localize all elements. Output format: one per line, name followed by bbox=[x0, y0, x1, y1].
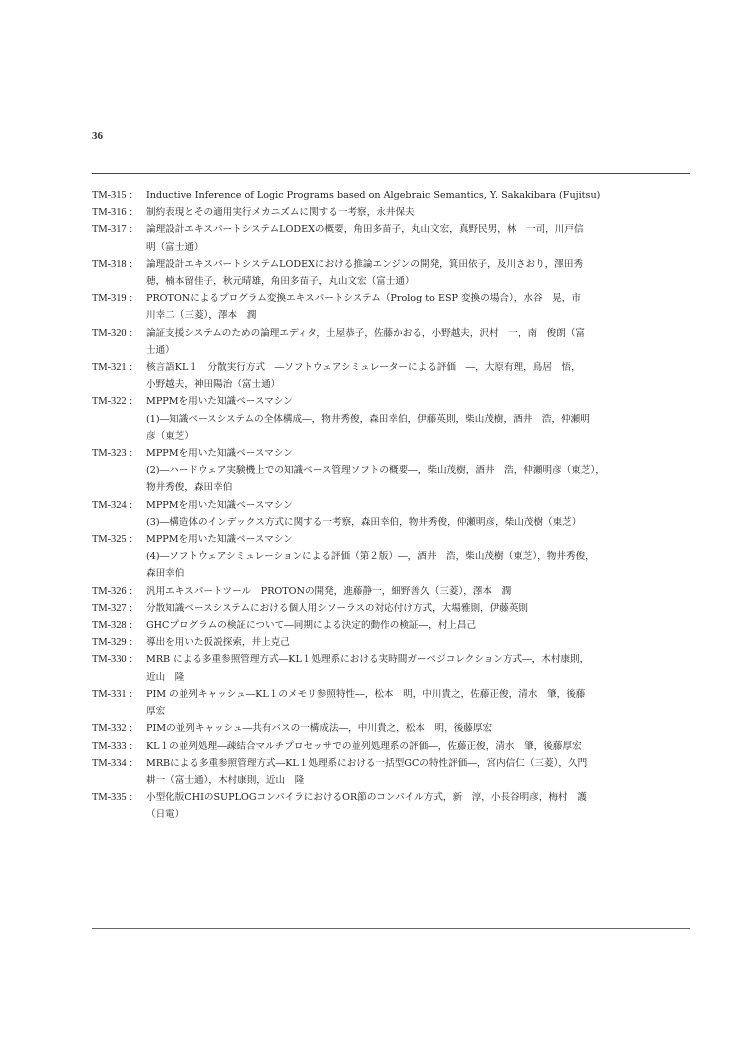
report-title-line: 分散知識ベースシステムにおける個人用シソーラスの対応付け方式，大場雅則，伊藤英則 bbox=[146, 602, 529, 614]
report-body bbox=[146, 393, 692, 445]
report-body bbox=[146, 359, 692, 393]
report-entry bbox=[92, 445, 692, 497]
report-title-line: MRBによる多重参照管理方式―KL１処理系における一括型GCの特性評価―，宮内信仁（三菱），久門 bbox=[146, 757, 588, 769]
report-body bbox=[146, 325, 692, 359]
report-entry bbox=[92, 634, 692, 651]
report-id: TM-331 : bbox=[92, 688, 133, 700]
report-continuation-line: （日電） bbox=[146, 809, 185, 821]
report-entry bbox=[92, 789, 692, 823]
report-entry bbox=[92, 187, 692, 204]
report-title-line: PIM の並列キャッシュ―KL１のメモリ参照特性―，松本 明，中川貴之，佐藤正俊，清水 肇，後藤 bbox=[146, 688, 586, 700]
report-id: TM-335 : bbox=[92, 792, 133, 804]
report-continuation-line: (2)―ハードウェア実験機上での知識ベース管理ソフトの概要―，柴山茂樹，酒井 浩，仲瀬明彦（東芝）， bbox=[146, 465, 605, 477]
report-id: TM-315 : bbox=[92, 190, 133, 201]
report-id: TM-318 : bbox=[92, 258, 133, 270]
report-entry bbox=[92, 325, 692, 359]
report-entry bbox=[92, 755, 692, 789]
report-title-line: 汎用エキスパートツール PROTONの開発，進藤静一，細野善久（三菱），澤本 潤 bbox=[146, 585, 512, 597]
report-title-line: MPPMを用いた知識ベースマシン bbox=[146, 499, 293, 511]
report-title-line: 小型化版CHIのSUPLOGコンパイラにおけるOR節のコンパイル方式，新 淳，小長谷明彦，梅村 護 bbox=[146, 792, 587, 804]
report-body bbox=[146, 617, 692, 634]
report-title-line: Inductive Inference of Logic Programs based on Algebraic Semantics, Y. Sakakibara (Fujitsu) bbox=[146, 190, 601, 201]
report-title-line: KL１の並列処理―疎結合マルチプロセッサでの並列処理系の評価―，佐藤正俊，清水 肇，後藤厚宏 bbox=[146, 740, 582, 752]
report-title-line: MPPMを用いた知識ベースマシン bbox=[146, 448, 293, 460]
report-body bbox=[146, 497, 692, 531]
top-rule bbox=[92, 173, 690, 174]
report-body bbox=[146, 445, 692, 497]
report-body bbox=[146, 720, 692, 737]
report-body bbox=[146, 256, 692, 290]
report-title-line: 導出を用いた仮説探索，井上克己 bbox=[146, 637, 290, 649]
report-body bbox=[146, 738, 692, 755]
report-id: TM-332 : bbox=[92, 723, 133, 735]
report-id: TM-322 : bbox=[92, 396, 133, 408]
report-continuation-line: 明（富士通） bbox=[146, 241, 204, 253]
report-body bbox=[146, 686, 692, 720]
report-id: TM-325 : bbox=[92, 534, 133, 546]
report-entry bbox=[92, 497, 692, 531]
report-title-line: 論証支援システムのための論理エディタ，土屋恭子，佐藤かおる，小野越夫，沢村 一，南 俊朗（富 bbox=[146, 327, 586, 339]
report-id: TM-328 : bbox=[92, 620, 133, 632]
report-id: TM-324 : bbox=[92, 499, 133, 511]
report-id: TM-320 : bbox=[92, 327, 133, 339]
report-body bbox=[146, 755, 692, 789]
report-entry bbox=[92, 531, 692, 583]
report-body bbox=[146, 651, 692, 685]
report-body bbox=[146, 531, 692, 583]
report-continuation-line: 森田幸伯 bbox=[146, 568, 185, 580]
report-entry bbox=[92, 583, 692, 600]
report-body bbox=[146, 634, 692, 651]
bottom-rule bbox=[92, 928, 690, 929]
report-continuation-line: 厚宏 bbox=[146, 706, 166, 718]
report-continuation-line: 耕一（富士通），木村康則，近山 隆 bbox=[146, 774, 305, 786]
report-entry bbox=[92, 221, 692, 255]
report-entry bbox=[92, 617, 692, 634]
report-entry bbox=[92, 290, 692, 324]
report-body bbox=[146, 221, 692, 255]
report-entry bbox=[92, 256, 692, 290]
report-id: TM-329 : bbox=[92, 637, 133, 649]
report-title-line: PIMの並列キャッシュ―共有バスの一構成法―，中川貴之，松本 明，後藤厚宏 bbox=[146, 723, 493, 735]
report-title-line: 核言語KL１ 分散実行方式 ―ソフトウェアシミュレーターによる評価 ―，大原有理，鳥居 悟， bbox=[146, 362, 581, 374]
report-id: TM-333 : bbox=[92, 740, 133, 752]
report-continuation-line: 穂，楠本留佳子，秋元晴雄，角田多苗子，丸山文宏（富士通） bbox=[146, 276, 415, 288]
report-continuation-line: 士通） bbox=[146, 344, 175, 356]
report-title-line: 制約表現とその適用実行メカニズムに関する一考察，永井保夫 bbox=[146, 207, 415, 219]
report-entry bbox=[92, 651, 692, 685]
report-continuation-line: (3)―構造体のインデックス方式に関する一考察，森田幸伯，物井秀俊，仲瀬明彦，柴山茂樹（東芝） bbox=[146, 516, 582, 528]
report-continuation-line: 近山 隆 bbox=[146, 671, 185, 683]
report-entry bbox=[92, 204, 692, 221]
report-id: TM-317 : bbox=[92, 224, 133, 236]
report-body bbox=[146, 583, 692, 600]
report-entry bbox=[92, 600, 692, 617]
report-continuation-line: 彦（東芝） bbox=[146, 430, 194, 442]
report-title-line: GHCプログラムの検証について―同期による決定的動作の検証―，村上昌己 bbox=[146, 620, 477, 632]
report-title-line: 論理設計エキスパートシステムLODEXの概要，角田多苗子，丸山文宏，真野民男，林 一司，川戸信 bbox=[146, 224, 584, 236]
report-continuation-line: 物井秀俊，森田幸伯 bbox=[146, 482, 233, 494]
report-id: TM-321 : bbox=[92, 362, 133, 374]
report-entry bbox=[92, 359, 692, 393]
report-continuation-line: 小野越夫，神田陽治（富士通） bbox=[146, 379, 281, 391]
page-number: 36 bbox=[92, 130, 103, 142]
report-entry bbox=[92, 393, 692, 445]
report-body bbox=[146, 204, 692, 221]
report-title-line: MPPMを用いた知識ベースマシン bbox=[146, 396, 293, 408]
report-id: TM-319 : bbox=[92, 293, 133, 305]
entry-list bbox=[92, 187, 692, 824]
report-id: TM-316 : bbox=[92, 207, 133, 219]
report-title-line: MPPMを用いた知識ベースマシン bbox=[146, 534, 293, 546]
report-entry bbox=[92, 738, 692, 755]
report-body bbox=[146, 187, 692, 204]
report-id: TM-326 : bbox=[92, 585, 133, 597]
report-continuation-line: 川幸二（三菱），澤本 潤 bbox=[146, 310, 257, 322]
report-entry bbox=[92, 720, 692, 737]
report-title-line: 論理設計エキスパートシステムLODEXにおける推論エンジンの開発，箕田依子，及川さおり，澤田秀 bbox=[146, 258, 584, 270]
report-body bbox=[146, 290, 692, 324]
report-id: TM-327 : bbox=[92, 602, 133, 614]
report-entry bbox=[92, 686, 692, 720]
report-title-line: PROTONによるプログラム変換エキスパートシステム（Prolog to ESP 変換の場合），水谷 晃，市 bbox=[146, 293, 581, 305]
report-continuation-line: (1)―知識ベースシステムの全体構成―，物井秀俊，森田幸伯，伊藤英則，柴山茂樹，酒井 浩，仲瀬明 bbox=[146, 413, 590, 425]
report-continuation-line: (4)―ソフトウェアシミュレーションによる評価（第２版）―，酒井 浩，柴山茂樹（東芝），物井秀俊， bbox=[146, 551, 595, 563]
report-body bbox=[146, 600, 692, 617]
report-id: TM-330 : bbox=[92, 654, 133, 666]
report-title-line: MRB による多重参照管理方式―KL１処理系における実時間ガーベジコレクション方式―，木村康則， bbox=[146, 654, 590, 666]
report-body bbox=[146, 789, 692, 823]
report-id: TM-334 : bbox=[92, 757, 133, 769]
report-id: TM-323 : bbox=[92, 448, 133, 460]
